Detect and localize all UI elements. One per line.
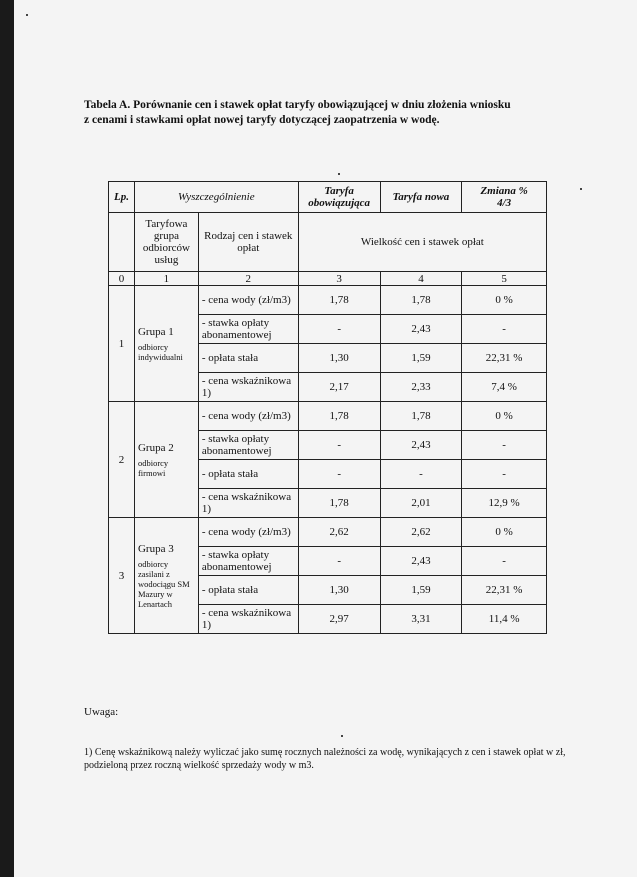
change-percent-cell: 22,31 % xyxy=(462,576,547,605)
old-tariff-cell: - xyxy=(298,547,380,576)
change-percent-cell: 0 % xyxy=(462,286,547,315)
scan-speck xyxy=(26,14,28,16)
table-row xyxy=(109,402,547,431)
header-lp: Lp. xyxy=(109,182,135,213)
tariff-comparison-table xyxy=(108,181,547,634)
subheader-grupa: Taryfowa grupa odbiorców usług xyxy=(134,213,198,272)
new-tariff-cell: 1,78 xyxy=(380,286,462,315)
header-taryfa-obowiazujaca-line2: obowiązująca xyxy=(308,197,371,209)
change-percent-cell: 0 % xyxy=(462,402,547,431)
old-tariff-cell: - xyxy=(298,460,380,489)
subheader-row xyxy=(109,213,547,272)
group-name: Grupa 3 xyxy=(137,542,174,555)
old-tariff-cell: 1,78 xyxy=(298,286,380,315)
rate-item-cell: - opłata stała xyxy=(198,460,298,489)
footnote: 1) Cenę wskaźnikową należy wyliczać jako sumę rocznych należności za wodę, wynikających z cen i stawek opłat w zł, podzieloną przez roczną wielkość sprzedaży wody w m3. xyxy=(84,747,566,771)
change-percent-cell: 0 % xyxy=(462,518,547,547)
group-name-cell xyxy=(134,402,198,518)
rate-item-cell: - stawka opłaty abonamentowej xyxy=(198,431,298,460)
table-row xyxy=(109,286,547,315)
change-percent-cell: 11,4 % xyxy=(462,605,547,634)
header-taryfa-obowiazujaca xyxy=(298,182,380,213)
subheader-empty-cell xyxy=(109,213,135,272)
index-cell: 0 xyxy=(109,272,135,286)
index-row xyxy=(109,272,547,286)
header-taryfa-nowa: Taryfa nowa xyxy=(380,182,462,213)
rate-item-cell: - opłata stała xyxy=(198,576,298,605)
old-tariff-cell: 2,17 xyxy=(298,373,380,402)
table-title xyxy=(84,98,584,128)
new-tariff-cell: 2,43 xyxy=(380,315,462,344)
change-percent-cell: 7,4 % xyxy=(462,373,547,402)
new-tariff-cell: 2,43 xyxy=(380,547,462,576)
old-tariff-cell: 1,30 xyxy=(298,344,380,373)
table-title-line2: z cenami i stawkami opłat nowej taryfy dotyczącej zaopatrzenia w wodę. xyxy=(84,114,440,126)
new-tariff-cell: 1,78 xyxy=(380,402,462,431)
header-row xyxy=(109,182,547,213)
group-name: Grupa 2 xyxy=(137,441,174,454)
scan-speck xyxy=(338,173,340,175)
change-percent-cell: - xyxy=(462,547,547,576)
old-tariff-cell: 1,30 xyxy=(298,576,380,605)
header-taryfa-obowiazujaca-line1: Taryfa xyxy=(324,185,354,197)
table-row xyxy=(109,518,547,547)
note-label: Uwaga: xyxy=(84,706,119,718)
group-name-cell xyxy=(134,518,198,634)
rate-item-cell: - cena wskaźnikowa 1) xyxy=(198,373,298,402)
change-percent-cell: - xyxy=(462,460,547,489)
subheader-wielkosc: Wielkość cen i stawek opłat xyxy=(298,213,546,272)
index-cell: 2 xyxy=(198,272,298,286)
scan-speck xyxy=(341,735,343,737)
index-cell: 1 xyxy=(134,272,198,286)
group-lp-cell: 1 xyxy=(109,286,135,402)
rate-item-cell: - cena wody (zł/m3) xyxy=(198,286,298,315)
new-tariff-cell: 2,62 xyxy=(380,518,462,547)
change-percent-cell: - xyxy=(462,431,547,460)
group-name: Grupa 1 xyxy=(137,325,174,338)
group-name-cell xyxy=(134,286,198,402)
header-zmiana-line2: 4/3 xyxy=(497,197,512,209)
group-description: odbiorcy firmowi xyxy=(137,457,169,478)
new-tariff-cell: 2,01 xyxy=(380,489,462,518)
rate-item-cell: - stawka opłaty abonamentowej xyxy=(198,315,298,344)
rate-item-cell: - stawka opłaty abonamentowej xyxy=(198,547,298,576)
old-tariff-cell: - xyxy=(298,431,380,460)
header-wyszczegolnienie: Wyszczególnienie xyxy=(134,182,298,213)
rate-item-cell: - cena wskaźnikowa 1) xyxy=(198,605,298,634)
change-percent-cell: 22,31 % xyxy=(462,344,547,373)
header-zmiana-line1: Zmiana % xyxy=(480,185,528,197)
header-zmiana xyxy=(462,182,547,213)
new-tariff-cell: 1,59 xyxy=(380,576,462,605)
new-tariff-cell: - xyxy=(380,460,462,489)
old-tariff-cell: 2,62 xyxy=(298,518,380,547)
table-title-line1: Tabela A. Porównanie cen i stawek opłat taryfy obowiązującej w dniu złożenia wniosku xyxy=(84,99,511,111)
old-tariff-cell: 1,78 xyxy=(298,402,380,431)
new-tariff-cell: 3,31 xyxy=(380,605,462,634)
subheader-rodzaj: Rodzaj cen i stawek opłat xyxy=(198,213,298,272)
rate-item-cell: - cena wody (zł/m3) xyxy=(198,402,298,431)
new-tariff-cell: 2,43 xyxy=(380,431,462,460)
new-tariff-cell: 1,59 xyxy=(380,344,462,373)
change-percent-cell: - xyxy=(462,315,547,344)
old-tariff-cell: 1,78 xyxy=(298,489,380,518)
index-cell: 4 xyxy=(380,272,462,286)
group-description: odbiorcy zasilani z wodociągu SM Mazury w Lenartach xyxy=(137,558,190,609)
old-tariff-cell: - xyxy=(298,315,380,344)
scan-speck xyxy=(580,188,582,190)
document-page xyxy=(14,0,637,877)
new-tariff-cell: 2,33 xyxy=(380,373,462,402)
group-lp-cell: 3 xyxy=(109,518,135,634)
index-cell: 3 xyxy=(298,272,380,286)
index-cell: 5 xyxy=(462,272,547,286)
rate-item-cell: - cena wskaźnikowa 1) xyxy=(198,489,298,518)
group-description: odbiorcy indywidualni xyxy=(137,341,183,362)
rate-item-cell: - opłata stała xyxy=(198,344,298,373)
group-lp-cell: 2 xyxy=(109,402,135,518)
change-percent-cell: 12,9 % xyxy=(462,489,547,518)
rate-item-cell: - cena wody (zł/m3) xyxy=(198,518,298,547)
old-tariff-cell: 2,97 xyxy=(298,605,380,634)
